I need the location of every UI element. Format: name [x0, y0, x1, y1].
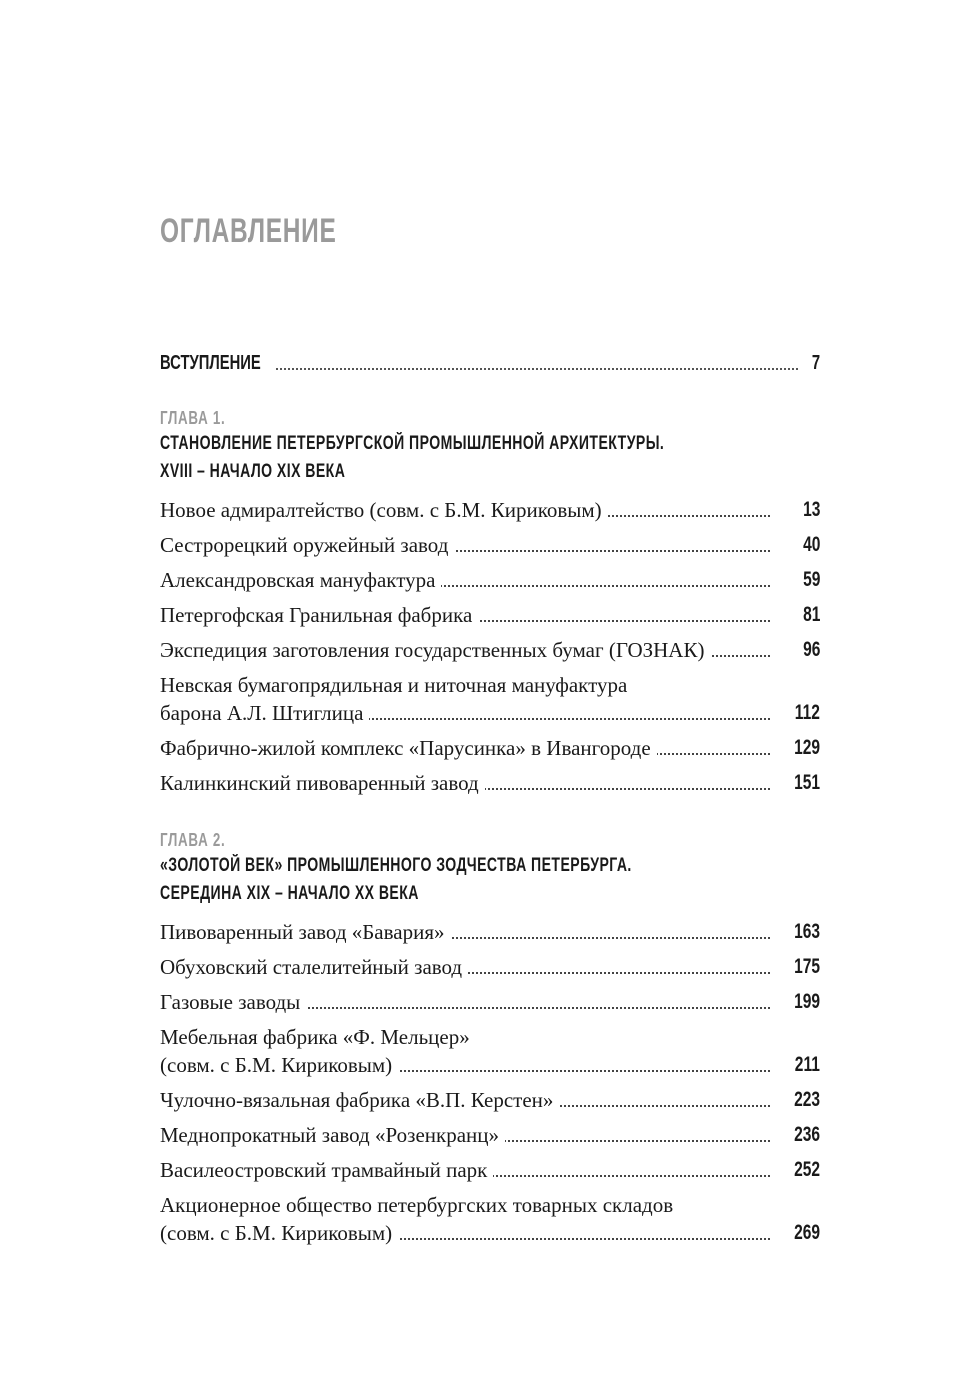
page-number: 269 [794, 1221, 820, 1244]
page-number: 199 [794, 990, 820, 1013]
page-number: 163 [794, 920, 820, 943]
entry-list [160, 918, 820, 1247]
page-number: 129 [794, 736, 820, 759]
entry-title: Новое адмиралтейство (совм. с Б.М. Кириковым) [160, 498, 608, 522]
page-number: 59 [802, 568, 820, 591]
chapter-title [160, 430, 820, 486]
entry-title: Василеостровский трамвайный парк [160, 1158, 493, 1182]
toc-entry[interactable] [160, 988, 820, 1016]
entry-title: Экспедиция заготовления государственных бумаг (ГОЗНАК) [160, 638, 710, 662]
entry-title: (совм. с Б.М. Кириковым) [160, 1053, 398, 1077]
entry-title: Газовые заводы [160, 990, 306, 1014]
chapter-title [160, 852, 820, 908]
toc-entry[interactable] [160, 566, 820, 594]
toc-entry[interactable] [160, 636, 820, 664]
toc-entry[interactable] [160, 953, 820, 981]
chapter-title-line: XVIII – НАЧАЛО XIX ВЕКА [160, 461, 346, 482]
entry-title: Акционерное общество петербургских товарных складов [160, 1193, 679, 1217]
page-title: ОГЛАВЛЕНИЕ [160, 212, 337, 250]
toc-entry[interactable] [160, 1023, 820, 1079]
entry-title: Фабрично-жилой комплекс «Парусинка» в Ивангороде [160, 736, 657, 760]
dot-leader [276, 355, 798, 370]
chapter-number: ГЛАВА 1. [160, 408, 226, 428]
entry-title: Петергофская Гранильная фабрика [160, 603, 478, 627]
toc-entry[interactable] [160, 671, 820, 727]
entry-title: ВСТУПЛЕНИЕ [160, 352, 261, 374]
toc-entry[interactable] [160, 1086, 820, 1114]
chapter-title-line: СТАНОВЛЕНИЕ ПЕТЕРБУРГСКОЙ ПРОМЫШЛЕННОЙ АРХИТЕКТУРЫ. [160, 433, 665, 454]
page-number: 175 [794, 955, 820, 978]
toc-entry[interactable] [160, 1191, 820, 1247]
entry-title: Невская бумагопрядильная и ниточная мануфактура [160, 673, 633, 697]
entry-title: Пивоваренный завод «Бавария» [160, 920, 450, 944]
toc-entry[interactable] [160, 531, 820, 559]
chapter-2 [160, 828, 820, 1254]
page-number: 112 [794, 701, 820, 724]
entry-title: Калинкинский пивоваренный завод [160, 771, 485, 795]
toc-entry[interactable] [160, 734, 820, 762]
entry-title: Меднопрокатный завод «Розенкранц» [160, 1123, 505, 1147]
page-number: 236 [794, 1123, 820, 1146]
page-number: 252 [794, 1158, 820, 1181]
toc-entry[interactable] [160, 918, 820, 946]
page-number: 13 [802, 498, 820, 521]
chapter-1 [160, 406, 820, 804]
entry-title: Александровская мануфактура [160, 568, 441, 592]
toc-entry[interactable] [160, 601, 820, 629]
entry-title: Мебельная фабрика «Ф. Мельцер» [160, 1025, 476, 1049]
toc-entry[interactable] [160, 496, 820, 524]
toc-entry[interactable] [160, 1121, 820, 1149]
page-number: 211 [794, 1053, 820, 1076]
chapter-number: ГЛАВА 2. [160, 830, 226, 850]
entry-title: Чулочно-вязальная фабрика «В.П. Керстен» [160, 1088, 559, 1112]
entry-list [160, 496, 820, 797]
page-number: 81 [802, 603, 820, 626]
toc-entry[interactable] [160, 1156, 820, 1184]
entry-title: (совм. с Б.М. Кириковым) [160, 1221, 398, 1245]
toc-entry-intro[interactable] [160, 350, 820, 376]
chapter-title-line: СЕРЕДИНА XIX – НАЧАЛО XX ВЕКА [160, 883, 419, 904]
page-number: 96 [802, 638, 820, 661]
entry-title: Обуховский сталелитейный завод [160, 955, 468, 979]
page-number: 223 [794, 1088, 820, 1111]
page-number: 40 [802, 533, 820, 556]
entry-title: барона А.Л. Штиглица [160, 701, 369, 725]
chapter-title-line: «ЗОЛОТОЙ ВЕК» ПРОМЫШЛЕННОГО ЗОДЧЕСТВА ПЕТЕРБУРГА. [160, 855, 632, 876]
page-number: 151 [794, 771, 820, 794]
entry-title: Сестрорецкий оружейный завод [160, 533, 454, 557]
toc-entry[interactable] [160, 769, 820, 797]
page-number: 7 [811, 352, 820, 374]
